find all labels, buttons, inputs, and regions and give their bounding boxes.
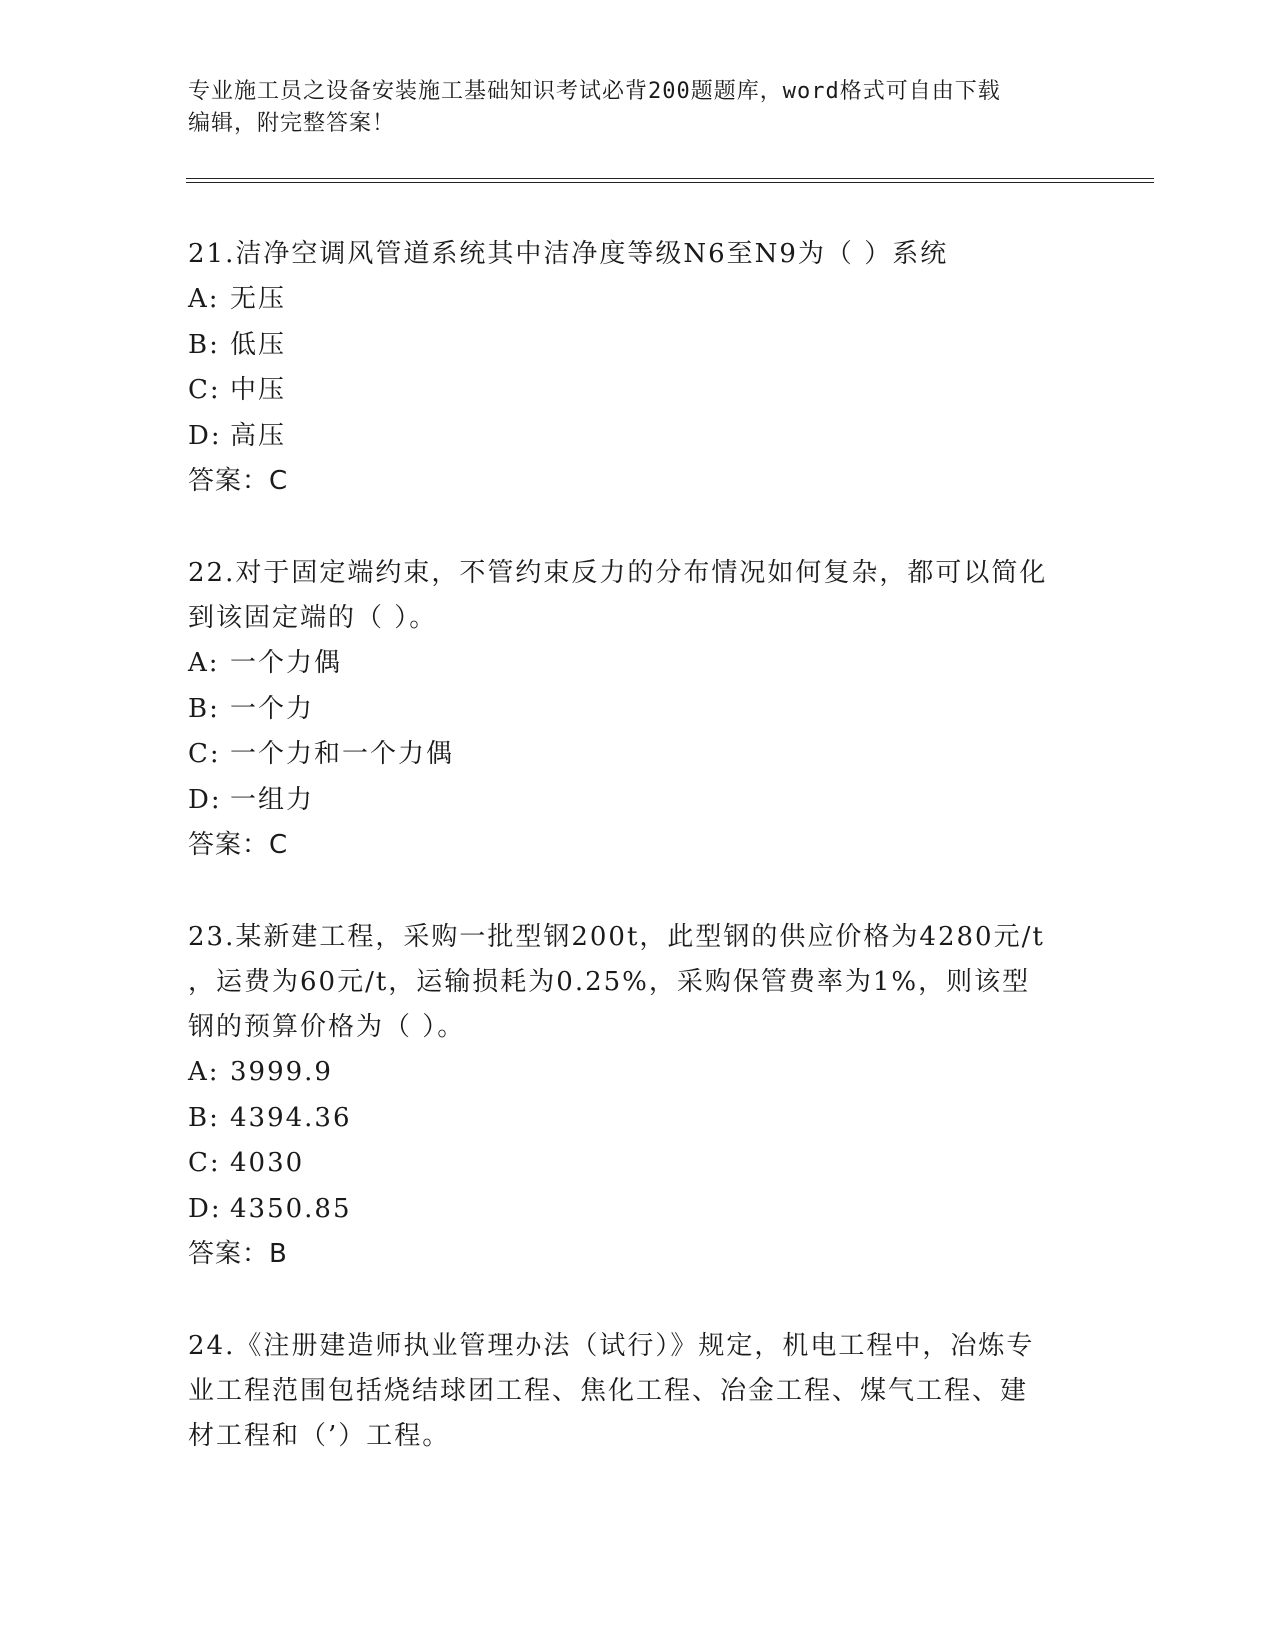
header-line-1: 专业施工员之设备安装施工基础知识考试必背200题题库，word格式可自由下载 xyxy=(188,79,1001,104)
question-stem xyxy=(188,232,1088,277)
option-letter: C: xyxy=(188,739,221,769)
question-stem-line: 业工程范围包括烧结球团工程、焦化工程、冶金工程、煤气工程、建 xyxy=(188,1376,1029,1406)
answer-line: 答案：B xyxy=(188,1239,288,1269)
option-a xyxy=(188,641,1088,687)
question-stem xyxy=(188,551,1088,641)
option-c xyxy=(188,1141,1088,1187)
option-letter: C: xyxy=(188,375,221,405)
option-c xyxy=(188,368,1088,414)
option-d xyxy=(188,1187,1088,1233)
option-text: 3999.9 xyxy=(230,1057,333,1087)
option-text: 一个力 xyxy=(230,693,315,724)
question-21 xyxy=(188,232,1088,504)
option-letter: D: xyxy=(188,784,222,815)
question-stem-line: 21.洁净空调风管道系统其中洁净度等级N6至N9为（ ）系统 xyxy=(188,239,949,269)
option-text: 中压 xyxy=(230,375,287,405)
question-24 xyxy=(188,1324,1088,1459)
option-b xyxy=(188,1096,1088,1142)
option-c xyxy=(188,732,1088,778)
question-stem xyxy=(188,915,1088,1050)
question-stem xyxy=(188,1324,1088,1459)
option-text: 无压 xyxy=(230,284,287,314)
option-letter: B: xyxy=(188,1102,220,1133)
question-stem-line: 22.对于固定端约束，不管约束反力的分布情况如何复杂，都可以简化 xyxy=(188,558,1048,588)
option-d xyxy=(188,778,1088,824)
option-text: 一个力和一个力偶 xyxy=(230,739,455,769)
question-stem-line: 材工程和（’）工程。 xyxy=(188,1421,451,1451)
option-text: 4394.36 xyxy=(230,1102,352,1133)
option-text: 一组力 xyxy=(230,784,315,815)
option-letter: A: xyxy=(188,1057,220,1087)
answer-line: 答案：C xyxy=(188,466,289,496)
option-a xyxy=(188,277,1088,323)
option-text: 一个力偶 xyxy=(230,648,343,678)
question-23 xyxy=(188,915,1088,1277)
option-a xyxy=(188,1050,1088,1096)
option-letter: A: xyxy=(188,648,220,678)
header-divider xyxy=(186,178,1154,183)
option-b xyxy=(188,687,1088,733)
question-stem-line: 24.《注册建造师执业管理办法（试行）》规定，机电工程中，冶炼专 xyxy=(188,1331,1035,1361)
question-stem-line: 23.某新建工程，采购一批型钢200t，此型钢的供应价格为4280元/t xyxy=(188,922,1045,952)
question-22 xyxy=(188,551,1088,868)
option-text: 4030 xyxy=(230,1148,305,1178)
option-letter: C: xyxy=(188,1148,221,1178)
question-list xyxy=(188,232,1088,1506)
option-d xyxy=(188,414,1088,460)
answer-line: 答案：C xyxy=(188,830,289,860)
option-b xyxy=(188,323,1088,369)
question-stem-line: 到该固定端的（ ）。 xyxy=(188,603,438,633)
option-letter: D: xyxy=(188,420,222,451)
option-letter: B: xyxy=(188,329,220,360)
question-stem-line: 钢的预算价格为（ ）。 xyxy=(188,1012,466,1042)
option-text: 低压 xyxy=(230,329,287,360)
question-stem-line: ，运费为60元/t，运输损耗为0.25%，采购保管费率为1%，则该型 xyxy=(188,967,1031,997)
option-letter: A: xyxy=(188,284,220,314)
document-header xyxy=(188,76,1068,140)
option-text: 高压 xyxy=(230,420,287,451)
option-letter: D: xyxy=(188,1193,222,1224)
option-text: 4350.85 xyxy=(230,1193,352,1224)
header-line-2: 编辑，附完整答案！ xyxy=(188,111,396,136)
option-letter: B: xyxy=(188,693,220,724)
